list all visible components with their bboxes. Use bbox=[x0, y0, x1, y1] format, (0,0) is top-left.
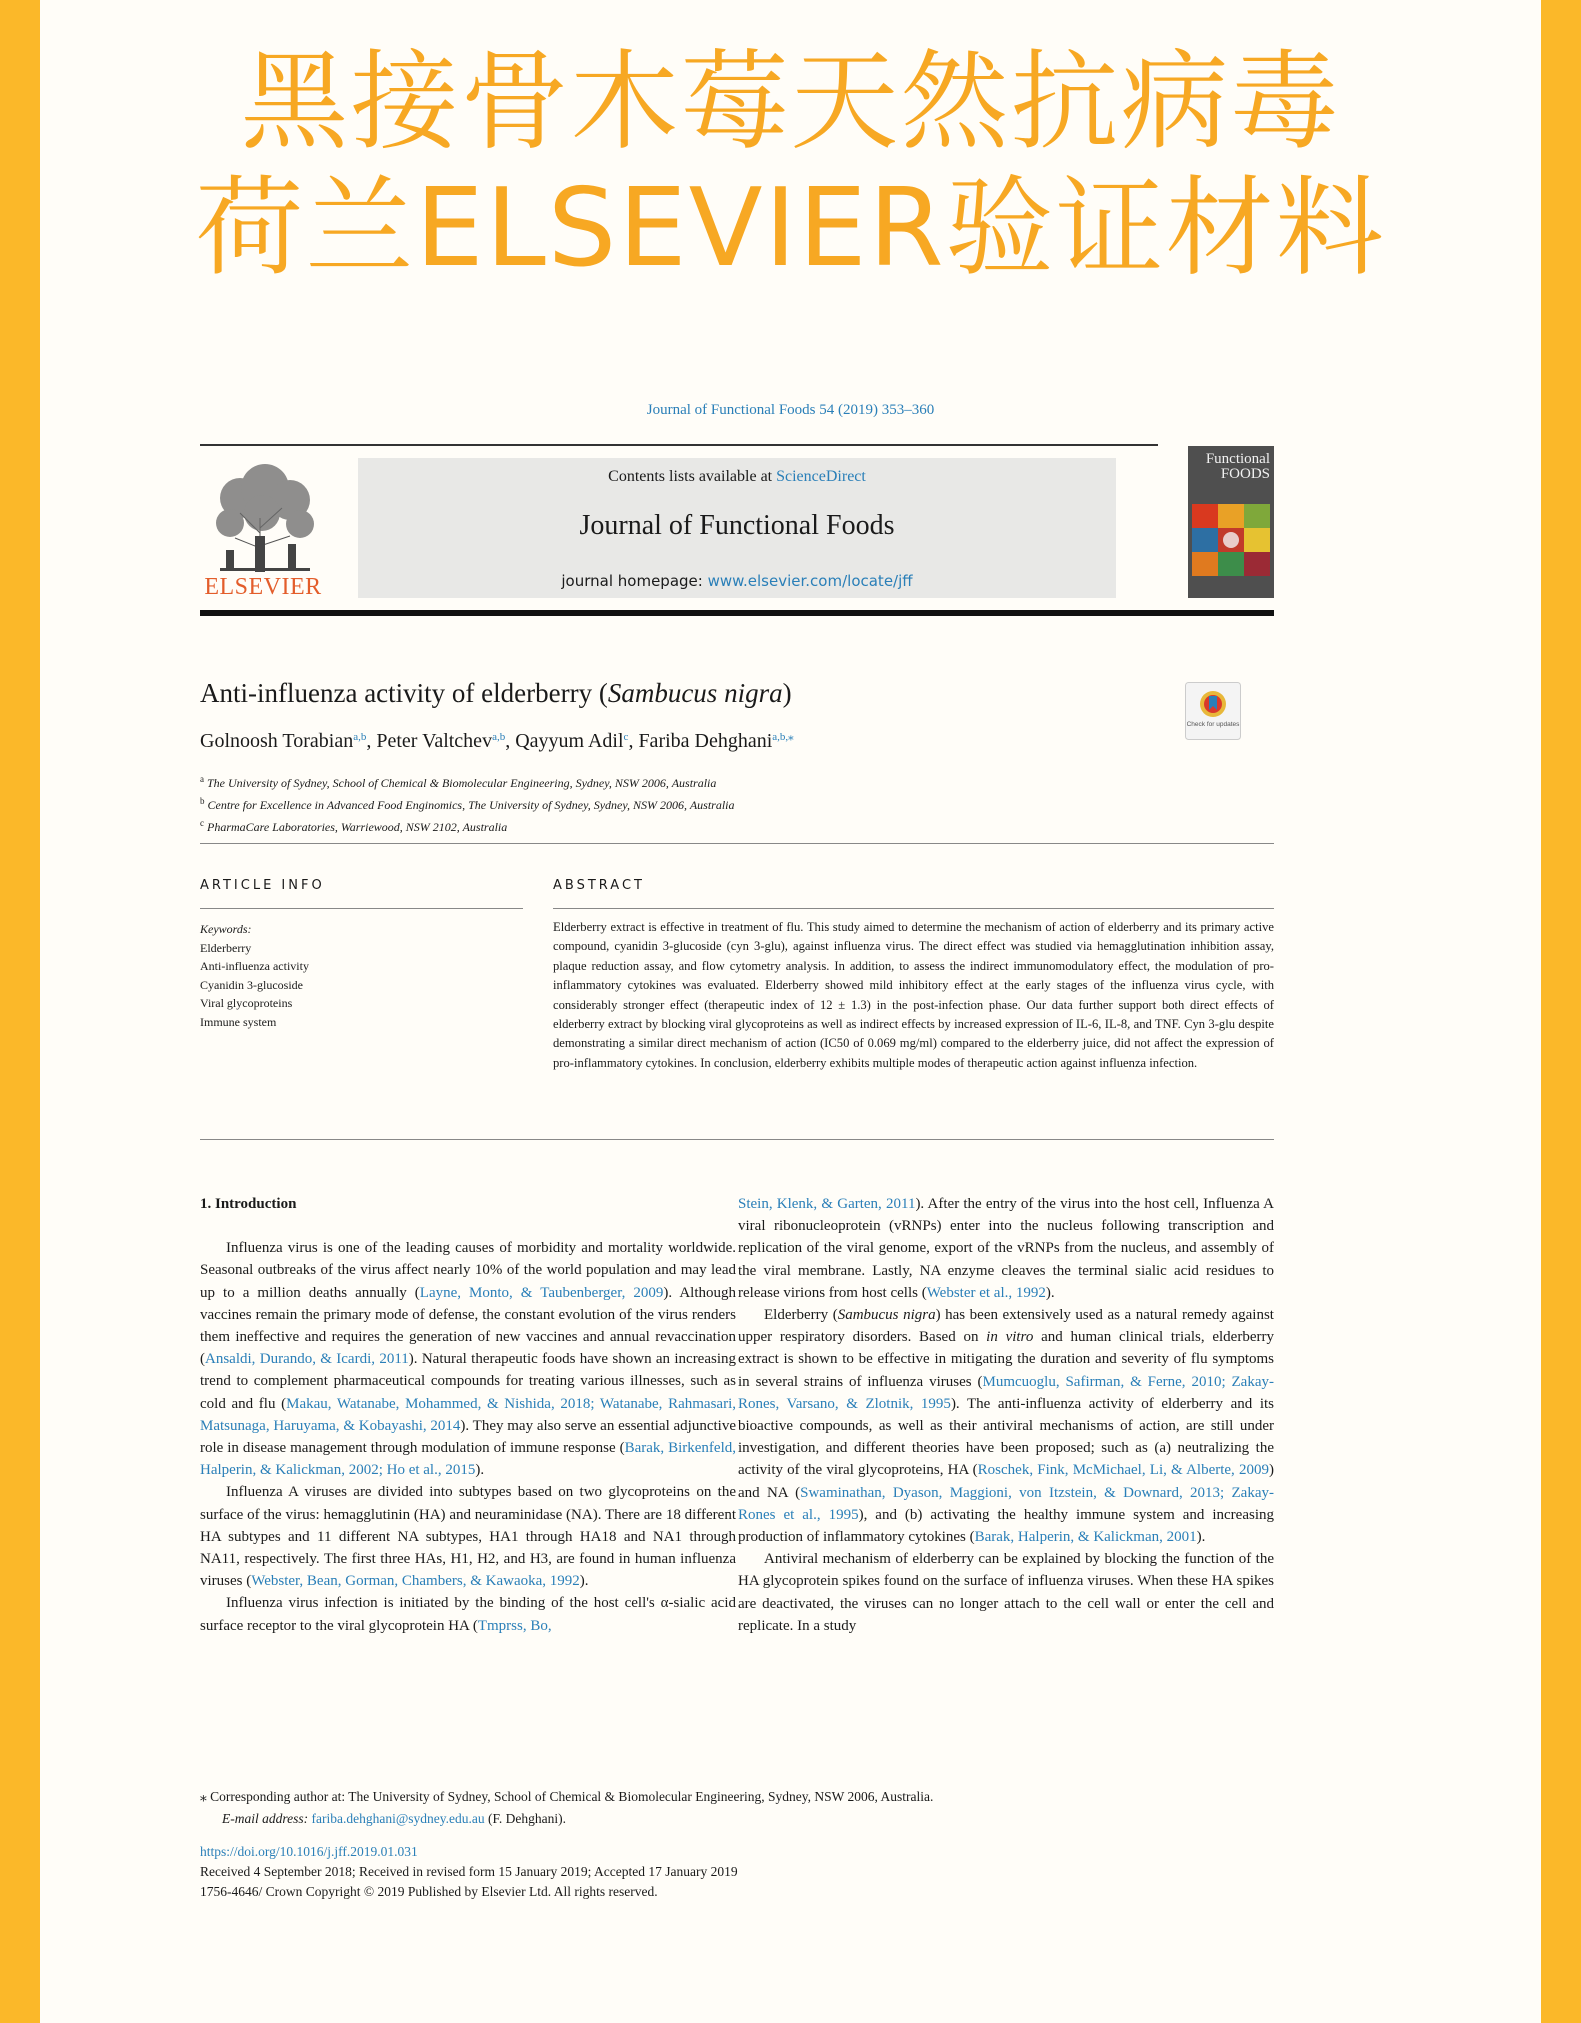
keyword: Immune system bbox=[200, 1014, 277, 1029]
email-suffix: (F. Dehghani). bbox=[484, 1811, 567, 1826]
journal-cover-thumbnail[interactable] bbox=[1188, 446, 1274, 598]
body-paragraph bbox=[200, 1592, 736, 1636]
abstract-label: ABSTRACT bbox=[553, 878, 645, 893]
paragraph-text: ), and (b) activating the healthy immune system and increasing production of inflammatory cytokines ( bbox=[738, 1506, 1274, 1546]
author-affiliation-marker[interactable]: a,b,⁎ bbox=[772, 731, 794, 743]
cover-artwork bbox=[1192, 504, 1270, 576]
paragraph-text: ). After the entry of the virus into the host cell, Influenza A viral ribonucleoprotein (vRNPs) enter into the nucleus following transcription and replication of the viral genome, export of the vRNPs from the nucleus, and assembly of the viral membrane. Lastly, NA enzyme cleaves the terminal sialic acid residues to release virions from host cells ( bbox=[738, 1196, 1274, 1301]
affiliations bbox=[200, 770, 735, 836]
author-name: Qayyum Adil bbox=[515, 730, 624, 752]
cover-title bbox=[1206, 452, 1270, 482]
author-name: Peter Valtchev bbox=[376, 730, 493, 752]
paragraph-text: ). bbox=[475, 1462, 485, 1479]
journal-homepage-line bbox=[358, 572, 1116, 590]
crossmark-label: Check for updates bbox=[1186, 721, 1240, 728]
contents-prefix: Contents lists available at bbox=[608, 468, 777, 485]
paragraph-text: Elderberry ( bbox=[764, 1307, 838, 1324]
author-affiliation-marker[interactable]: a,b bbox=[353, 731, 367, 743]
promo-banner-line-2: 荷兰ELSEVIER验证材料 bbox=[195, 166, 1386, 291]
paragraph-text: ). Natural therapeutic foods have shown an increasing trend to complement pharmaceutical compounds for treating various illnesses, such as cold and flu ( bbox=[200, 1351, 737, 1412]
corresponding-author-text: ⁎ Corresponding author at: The University of Sydney, School of Chemical & Biomolecular Engineering, Sydney, NSW 2006, Australia. bbox=[200, 1789, 934, 1804]
paragraph-text: ). Although vaccines remain the primary mode of defense, the constant evolution of the virus renders them ineffective and requires the generation of new vaccines and annual revaccination ( bbox=[200, 1284, 736, 1368]
body-paragraph bbox=[200, 1481, 736, 1592]
paragraph-text: ) and NA ( bbox=[738, 1462, 1274, 1501]
title-suffix: ) bbox=[782, 678, 792, 708]
affiliation-line bbox=[200, 814, 735, 836]
contents-available-line bbox=[358, 468, 1116, 486]
italic-text: in vitro bbox=[986, 1329, 1034, 1346]
received-dates: Received 4 September 2018; Received in revised form 15 January 2019; Accepted 17 January 2019 bbox=[200, 1864, 738, 1879]
body-paragraph bbox=[738, 1193, 1274, 1304]
affiliation-line bbox=[200, 770, 735, 792]
paragraph-text: ) has been extensively used as a natural remedy against upper respiratory disorders. Based on bbox=[738, 1307, 1274, 1346]
body-right-column bbox=[738, 1193, 1274, 1637]
section-heading-introduction: 1. Introduction bbox=[200, 1196, 297, 1212]
journal-homepage-link[interactable]: www.elsevier.com/locate/jff bbox=[707, 572, 913, 590]
author-list: Golnoosh Torabian$^{a,b}$, Peter Valtchev$^{a,b}$, Qayyum Adil$^c$, Fariba Dehghani$^{a,b,⁎}$ bbox=[200, 730, 794, 752]
abstract-text: Elderberry extract is effective in treatment of flu. This study aimed to determine the mechanism of action of elderberry and its primary active compound, cyanidin 3-glucoside (cyn 3-glu), against influenza virus. The direct effect was studied via hemagglutination inhibition assay, plaque reduction assay, and flow cytometry analysis. In addition, to assess the indirect immunomodulatory effect, the modulation of pro-inflammatory cytokines was evaluated. Elderberry showed mild inhibitory effect at the early stages of the influenza virus cycle, with considerably stronger effect (therapeutic index of 12 ± 1.3) in the post-infection phase. Our data further support both direct effects of elderberry extract by blocking viral glycoproteins as well as indirect effects by increased expression of IL-6, IL-8, and TNF. Cyn 3-glu despite demonstrating a similar direct mechanism of action (IC50 of 0.069 mg/ml) compared to the elderberry juice, did not affect the expression of pro-inflammatory cytokines. In conclusion, elderberry exhibits multiple modes of therapeutic action against influenza infection. bbox=[553, 920, 1274, 1070]
paragraph-text: Influenza virus infection is initiated by the binding of the host cell's α-sialic acid surface receptor to the viral glycoprotein HA ( bbox=[200, 1595, 736, 1634]
email-line bbox=[200, 1808, 933, 1830]
body-paragraph bbox=[738, 1548, 1274, 1637]
doi-link[interactable]: https://doi.org/10.1016/j.jff.2019.01.031 bbox=[200, 1844, 418, 1859]
header-bottom-rule bbox=[200, 610, 1274, 616]
promo-banner bbox=[40, 40, 1541, 292]
paragraph-text: Influenza virus is one of the leading causes of morbidity and mortality worldwide. Seasonal outbreaks of the virus affect nearly 10% of the world population and may lead up to a million deaths annually ( bbox=[200, 1240, 736, 1301]
journal-name: Journal of Functional Foods bbox=[579, 510, 895, 541]
author-affiliation-marker[interactable]: c bbox=[623, 731, 629, 743]
body-paragraph bbox=[200, 1237, 736, 1481]
citation-link[interactable]: Barak, Birkenfeld, Halperin, & Kalickman, 2002; Ho et al., 2015 bbox=[200, 1440, 737, 1479]
citation-link[interactable]: Roschek, Fink, McMichael, Li, & Alberte, 2009 bbox=[977, 1462, 1269, 1479]
paragraph-text: ). They may also serve an essential adjunctive role in disease management through modulation of immune response ( bbox=[200, 1417, 736, 1457]
paragraph-text: Antiviral mechanism of elderberry can be explained by blocking the function of the HA glycoprotein spikes found on the surface of influenza viruses. When these HA spikes are deactivated, the viruses can no longer attach to the cell wall or enter the cell and replicate. In a study bbox=[738, 1551, 1274, 1634]
paragraph-text: Influenza A viruses are divided into subtypes based on two glycoproteins on the surface of the virus: hemagglutinin (HA) and neuraminidase (NA). There are 18 different HA subtypes and 11 different NA subtypes, HA1 through HA18 and NA1 through NA11, respectively. The first three HAs, H1, H2, and H3, are found in human influenza viruses ( bbox=[200, 1484, 736, 1590]
affiliation-text: PharmaCare Laboratories, Warriewood, NSW 2102, Australia bbox=[204, 820, 508, 834]
header-top-rule bbox=[200, 444, 1158, 446]
keyword: Viral glycoproteins bbox=[200, 996, 293, 1010]
corresponding-author-footnote bbox=[200, 1786, 933, 1830]
email-link[interactable]: fariba.dehghani@sydney.edu.au bbox=[311, 1811, 485, 1826]
keywords-list bbox=[200, 939, 309, 1032]
abstract-bottom-rule bbox=[200, 1139, 1274, 1140]
citation-link[interactable]: Barak, Halperin, & Kalickman, 2001 bbox=[974, 1529, 1197, 1546]
copyright-line: 1756-4646/ Crown Copyright © 2019 Published by Elsevier Ltd. All rights reserved. bbox=[200, 1884, 658, 1899]
article-info-rule bbox=[200, 908, 523, 909]
citation-link[interactable]: Webster, Bean, Gorman, Chambers, & Kawaoka, 1992 bbox=[251, 1573, 580, 1590]
publication-details bbox=[200, 1842, 738, 1902]
author-affiliation-marker[interactable]: a,b bbox=[492, 731, 506, 743]
title-prefix: Anti-influenza activity of elderberry ( bbox=[200, 678, 608, 708]
keyword: Elderberry bbox=[200, 940, 252, 955]
promo-banner-line-1: 黑接骨木莓天然抗病毒 bbox=[240, 40, 1341, 165]
citation-link[interactable]: Mumcuoglu, Safirman, & Ferne, 2010; Zakay-Rones, Varsano, & Zlotnik, 1995 bbox=[738, 1373, 1274, 1412]
body-left-column bbox=[200, 1193, 736, 1637]
keywords-block bbox=[200, 920, 309, 1031]
article-title bbox=[200, 678, 792, 709]
citation-link[interactable]: Swaminathan, Dyason, Maggioni, von Itzstein, & Downard, 2013; Zakay-Rones et al., 1995 bbox=[738, 1484, 1274, 1523]
cover-title-line-2: FOODS bbox=[1220, 466, 1270, 482]
elsevier-wordmark: ELSEVIER bbox=[204, 574, 322, 600]
affiliation-text: Centre for Excellence in Advanced Food Enginomics, The University of Sydney, Sydney, NSW 2006, Australia bbox=[204, 798, 735, 812]
citation-link[interactable]: Ansaldi, Durando, & Icardi, 2011 bbox=[205, 1351, 409, 1368]
email-label: E-mail address: bbox=[222, 1811, 312, 1826]
keywords-heading: Keywords: bbox=[200, 922, 252, 936]
paragraph-text: and human clinical trials, elderberry extract is shown to be effective in mitigating the duration and severity of flu symptoms in several strains of influenza viruses ( bbox=[738, 1329, 1274, 1390]
author-name: Golnoosh Torabian bbox=[200, 730, 354, 752]
title-species: Sambucus nigra bbox=[607, 678, 783, 708]
citation-link[interactable]: Tmprss, Bo, bbox=[477, 1617, 552, 1634]
abstract-rule bbox=[553, 908, 1274, 909]
body-paragraph bbox=[738, 1304, 1274, 1548]
journal-masthead bbox=[358, 458, 1116, 598]
italic-text: Sambucus nigra bbox=[837, 1307, 936, 1324]
citation-link[interactable]: Webster et al., 1992 bbox=[926, 1284, 1046, 1301]
cover-title-line-1: Functional bbox=[1205, 451, 1270, 467]
sciencedirect-link[interactable]: ScienceDirect bbox=[776, 468, 866, 485]
affiliation-marker: c bbox=[200, 818, 204, 828]
check-for-updates-icon[interactable] bbox=[1185, 682, 1241, 740]
affiliation-marker: a bbox=[200, 774, 204, 784]
citation-link[interactable]: Stein, Klenk, & Garten, 2011 bbox=[738, 1196, 916, 1212]
paragraph-text: ). bbox=[1045, 1284, 1055, 1301]
affiliation-line bbox=[200, 792, 735, 814]
article-info-label: ARTICLE INFO bbox=[200, 878, 325, 893]
authors-rule bbox=[200, 843, 1274, 844]
paragraph-text: ). bbox=[579, 1573, 589, 1590]
citation-link[interactable]: Layne, Monto, & Taubenberger, 2009 bbox=[419, 1284, 664, 1301]
keyword: Anti-influenza activity bbox=[200, 959, 309, 973]
homepage-prefix: journal homepage: bbox=[561, 572, 708, 590]
citation-link[interactable]: Makau, Watanabe, Mohammed, & Nishida, 2018; Watanabe, Rahmasari, Matsunaga, Haruyama, & Kobayashi, 2014 bbox=[200, 1395, 736, 1434]
paragraph-text: ). The anti-influenza activity of elderberry and its bioactive compounds, as well as their antiviral mechanisms of action, are still under investigation, and different theories have been proposed; such as (a) neutralizing the activity of the viral glycoproteins, HA ( bbox=[738, 1395, 1274, 1479]
journal-citation[interactable]: Journal of Functional Foods 54 (2019) 353–360 bbox=[646, 402, 935, 418]
keyword: Cyanidin 3-glucoside bbox=[200, 977, 303, 992]
author-name: Fariba Dehghani bbox=[638, 730, 773, 752]
affiliation-text: The University of Sydney, School of Chemical & Biomolecular Engineering, Sydney, NSW 2006, Australia bbox=[204, 776, 717, 790]
affiliation-marker: b bbox=[200, 796, 205, 806]
paragraph-text: ). bbox=[1196, 1529, 1206, 1546]
